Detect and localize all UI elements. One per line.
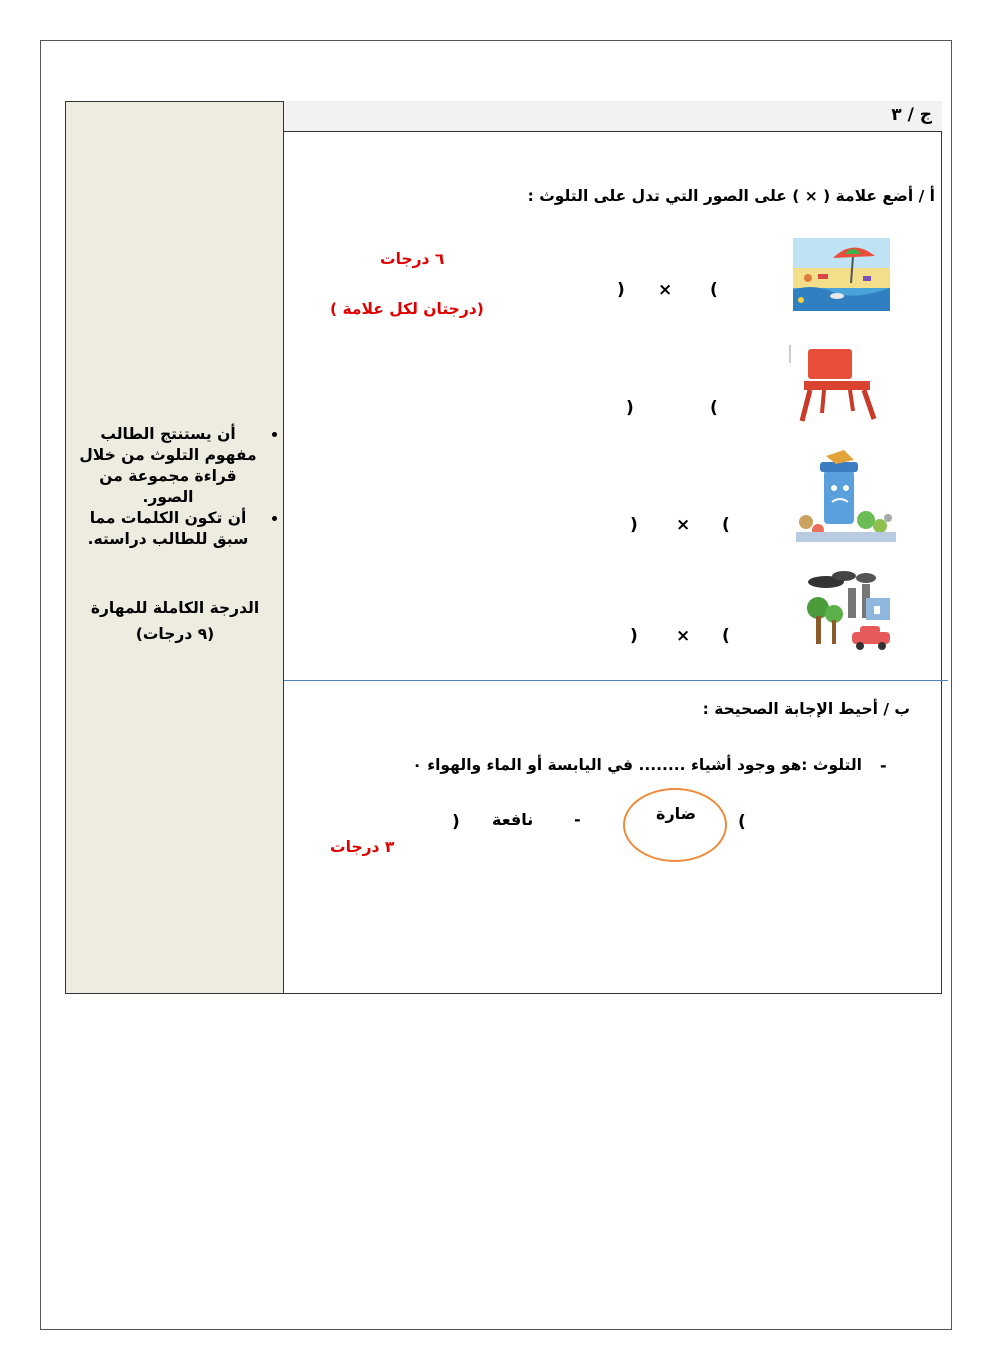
answer-paren-close: ) xyxy=(630,515,638,535)
answer-paren-open: ( xyxy=(710,398,718,418)
answer-mark[interactable]: × xyxy=(676,626,691,646)
full-grade xyxy=(75,595,275,647)
section-divider xyxy=(284,680,948,681)
sentence-dash: - xyxy=(880,756,887,775)
definition-sentence: التلوث :هو وجود أشياء ........ في اليابسة أو الماء والهواء ٠ xyxy=(412,756,862,774)
answer-paren-close: ) xyxy=(626,398,634,418)
answer-paren-open: ( xyxy=(722,626,730,646)
answer-paren-close: ) xyxy=(617,280,625,300)
option-separator: - xyxy=(574,810,581,829)
part-b-instruction: ب / أحيط الإجابة الصحيحة : xyxy=(702,700,910,718)
answer-paren-close: ) xyxy=(630,626,638,646)
objective-item: • أن تكون الكلمات مما سبق للطالب دراسته. xyxy=(75,508,261,550)
option-useful[interactable]: نافعة xyxy=(492,810,534,829)
garbage-bin-picture xyxy=(796,448,896,542)
beach-litter-picture xyxy=(793,238,890,311)
factory-smoke-picture xyxy=(804,568,894,654)
answer-circle xyxy=(623,788,727,862)
question-number: ج / ٣ xyxy=(891,105,932,125)
part-a-grade: ٦ درجات xyxy=(380,250,445,268)
answer-mark[interactable]: × xyxy=(676,515,691,535)
part-a-grade-note: (درجتان لكل علامة ) xyxy=(330,300,484,318)
objective-item: • أن يستنتج الطالب مفهوم التلوث من خلال قراءة مجموعة من الصور. xyxy=(75,424,261,508)
objectives-list xyxy=(75,424,275,550)
full-grade-label: الدرجة الكاملة للمهارة xyxy=(90,599,260,617)
answer-paren-open: ( xyxy=(722,515,730,535)
answer-mark[interactable]: × xyxy=(658,280,673,300)
header-bar xyxy=(284,101,942,132)
part-b-grade: ٣ درجات xyxy=(330,838,395,856)
part-a-instruction: أ / أضع علامة ( × ) على الصور التي تدل على التلوث : xyxy=(527,187,935,205)
option-harmful[interactable]: ضارة xyxy=(656,804,697,823)
full-grade-value: (٩ درجات) xyxy=(135,625,215,643)
option-paren-open: ( xyxy=(738,812,746,832)
chair-picture xyxy=(786,345,886,425)
answer-paren-open: ( xyxy=(710,280,718,300)
option-paren-close: ) xyxy=(452,812,460,832)
